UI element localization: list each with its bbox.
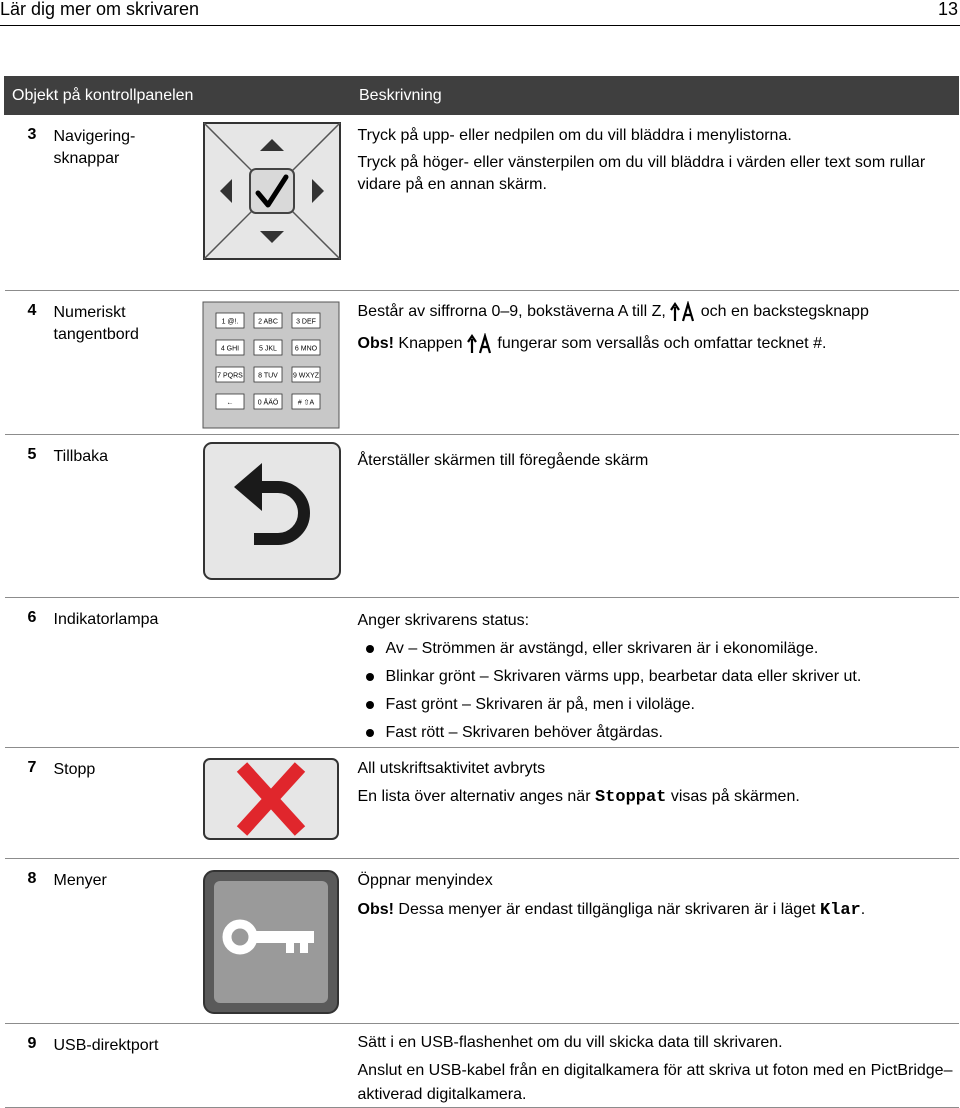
section-title: Lär dig mer om skrivaren	[0, 0, 200, 19]
desc-line	[358, 332, 955, 356]
list-item: Av – Strömmen är avstängd, eller skrivaren är i ekonomiläge.	[358, 635, 955, 663]
desc-text: Knappen	[398, 335, 463, 352]
table-row	[5, 859, 959, 1024]
numeric-keypad-icon	[202, 301, 340, 429]
obs-label: Obs!	[357, 901, 394, 918]
item-name-line-1: Navigering-	[53, 128, 136, 145]
table-row	[5, 1024, 959, 1108]
desc-line: Tryck på upp- eller nedpilen om du vill bläddra i menylistorna.	[357, 127, 792, 144]
item-name: Tillbaka	[48, 435, 190, 598]
table-row	[5, 291, 959, 435]
page-header	[0, 0, 960, 22]
item-name: Stopp	[48, 748, 190, 859]
desc-text: och en backstegsknapp	[700, 303, 869, 320]
desc-line: Anger skrivarens status:	[357, 612, 530, 629]
desc-text: fungerar som versallås och omfattar tecknet #.	[497, 335, 827, 352]
item-name-line-2: sknappar	[53, 150, 120, 167]
stop-x-icon	[202, 757, 340, 841]
display-text: Klar	[819, 901, 861, 920]
keypad-key-label: 2 ABC	[257, 318, 278, 326]
keypad-key-label: 1 @!.	[221, 318, 238, 326]
keypad-key-label: 5 JKL	[258, 345, 277, 353]
item-name: Menyer	[48, 859, 190, 1024]
keypad-key-label: 4 GHI	[220, 345, 239, 353]
list-item: Fast grönt – Skrivaren är på, men i viloläge.	[358, 691, 955, 719]
row-number: 6	[5, 598, 48, 748]
table-row	[5, 748, 959, 859]
column-header-object: Objekt på kontrollpanelen	[5, 77, 352, 115]
table-row	[5, 115, 959, 291]
keypad-key-label: 3 DEF	[295, 318, 316, 326]
row-number: 3	[5, 115, 48, 291]
key-icon	[202, 869, 340, 1015]
display-text: Stoppat	[594, 788, 667, 807]
status-list	[358, 635, 955, 747]
keypad-key-label: 8 TUV	[257, 372, 278, 380]
table-header-row	[5, 77, 959, 115]
keypad-key-label: # ⇧A	[297, 399, 314, 407]
shift-a-icon	[670, 301, 696, 323]
desc-line: Sätt i en USB-flashenhet om du vill skicka data till skrivaren.	[357, 1034, 783, 1051]
desc-line: Anslut en USB-kabel från en digitalkamera för att skriva ut foton med en PictBridge–aktiverad digitalkamera.	[357, 1062, 953, 1103]
desc-text: Består av siffrorna 0–9, bokstäverna A till Z,	[357, 303, 666, 320]
desc-line: Återställer skärmen till föregående skärm	[357, 452, 649, 469]
page-number: 13	[937, 0, 958, 19]
shift-a-icon	[467, 333, 493, 355]
desc-line: Obs! Dessa menyer är endast tillgängliga när skrivaren är i läget Klar.	[357, 901, 866, 920]
control-panel-table	[4, 76, 959, 1108]
item-name: Indikatorlampa	[48, 598, 190, 748]
item-name-line-1: Numeriskt	[53, 304, 126, 321]
navigation-buttons-icon	[202, 121, 342, 261]
obs-label: Obs!	[357, 335, 394, 352]
desc-line: En lista över alternativ anges när Stoppat visas på skärmen.	[357, 788, 800, 807]
item-name	[48, 115, 190, 291]
desc-line: Öppnar menyindex	[357, 872, 493, 889]
desc-line	[358, 300, 955, 324]
item-name-line-2: tangentbord	[53, 326, 139, 343]
item-name: USB-direktport	[48, 1024, 190, 1108]
back-arrow-icon	[202, 441, 342, 581]
header-rule	[0, 25, 960, 26]
desc-line: Tryck på höger- eller vänsterpilen om du vill bläddra i värden eller text som rullar vidare på en annan skärm.	[357, 154, 926, 193]
row-number: 7	[5, 748, 48, 859]
row-number: 9	[5, 1024, 48, 1108]
column-header-description: Beskrivning	[352, 77, 959, 115]
list-item: Fast rött – Skrivaren behöver åtgärdas.	[358, 719, 955, 747]
row-number: 8	[5, 859, 48, 1024]
table-row	[5, 598, 959, 748]
row-number: 4	[5, 291, 48, 435]
keypad-key-label: 6 MNO	[294, 345, 317, 353]
keypad-key-label: 9 WXYZ	[292, 372, 319, 380]
item-name	[48, 291, 190, 435]
keypad-key-label: ←	[226, 399, 233, 407]
row-number: 5	[5, 435, 48, 598]
keypad-key-label: 7 PQRS	[216, 372, 243, 380]
keypad-key-label: 0 ÅÄÖ	[257, 399, 278, 407]
table-row	[5, 435, 959, 598]
list-item: Blinkar grönt – Skrivaren värms upp, bearbetar data eller skriver ut.	[358, 663, 955, 691]
desc-line: All utskriftsaktivitet avbryts	[357, 760, 546, 777]
